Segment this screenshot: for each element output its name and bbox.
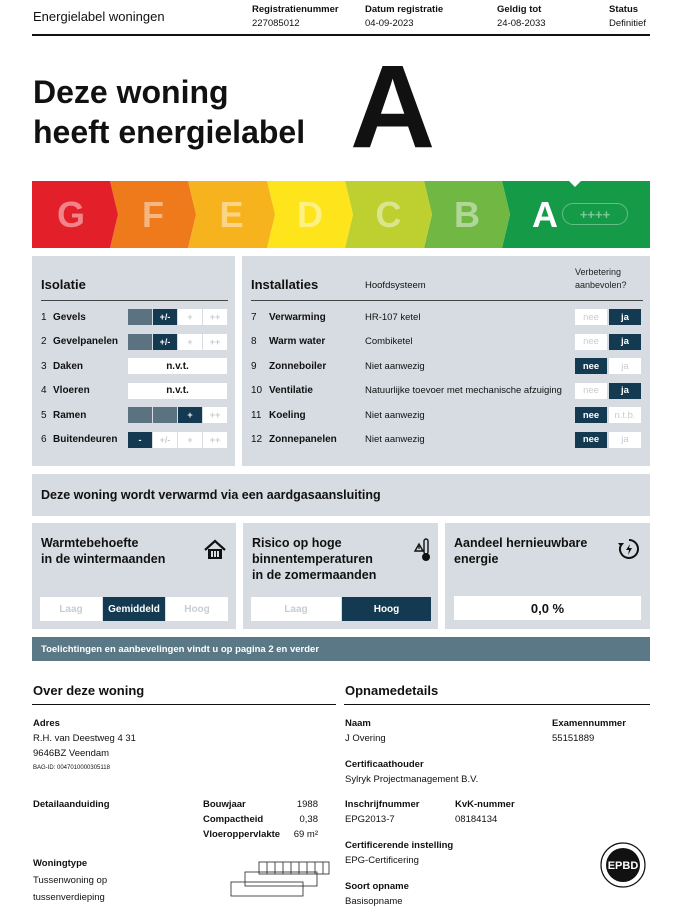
certificaathouder-label: Certificaathouder — [345, 759, 424, 770]
certificaathouder-value: Sylryk Projectmanagement B.V. — [345, 774, 479, 785]
verbetering-ja: ja — [609, 309, 641, 325]
registratienummer-value: 227085012 — [252, 18, 300, 29]
certificaathouder-block — [345, 757, 478, 787]
installaties-panel — [242, 256, 650, 466]
examennummer-value: 55151889 — [552, 733, 595, 744]
label-letter-c: C — [375, 193, 402, 235]
risico-title-line-1: Risico op hoge — [252, 536, 342, 550]
installatie-row — [251, 407, 581, 423]
verbetering-header-line-1: Verbetering — [575, 267, 622, 277]
certificerende-instelling-label: Certificerende instelling — [345, 840, 454, 851]
isolatie-rating-box: + — [178, 432, 202, 448]
risico-hoog: Hoog — [342, 597, 431, 621]
verbetering-toggle — [575, 358, 641, 374]
house-heat-icon — [203, 539, 227, 561]
isolatie-rating-box: + — [178, 334, 202, 350]
installatie-row-name: Warm water — [269, 336, 326, 347]
verbetering-toggle — [575, 432, 641, 448]
isolatie-rating-box: +/- — [153, 309, 177, 325]
bag-id: BAG-ID: 0047010000305118 — [33, 765, 110, 771]
installatie-row-number: 8 — [251, 336, 257, 347]
thermometer-warning-icon — [411, 537, 431, 563]
isolatie-rating — [128, 309, 227, 325]
kvk-value: 08184134 — [455, 814, 498, 825]
installaties-title: Installaties — [251, 277, 319, 292]
isolatie-rating — [128, 407, 227, 423]
isolatie-row-name: Buitendeuren — [53, 434, 118, 445]
hero-line-2: heeft energielabel — [33, 114, 306, 150]
registratienummer-label: Registratienummer — [252, 4, 339, 15]
isolatie-row-number: 1 — [41, 311, 47, 323]
isolatie-row-number: 2 — [41, 336, 47, 347]
installatie-row-number: 10 — [251, 385, 263, 396]
verbetering-header-line-2: aanbevolen? — [575, 280, 627, 290]
verbetering-toggle — [575, 407, 641, 423]
label-letter-f: F — [142, 193, 164, 235]
installatie-row — [251, 432, 581, 448]
installatie-row-name: Zonnepanelen — [269, 434, 337, 445]
risico-title-line-2: binnentemperaturen — [252, 552, 373, 566]
label-letter-g: G — [56, 193, 85, 235]
installaties-divider — [251, 300, 643, 301]
installatie-row — [251, 334, 581, 350]
installatie-row-name: Zonneboiler — [269, 360, 327, 372]
datum-registratie-label: Datum registratie — [365, 4, 444, 15]
isolatie-rating — [128, 432, 227, 448]
hernieuwbaar-title-line-1: Aandeel hernieuwbare — [454, 536, 588, 550]
warmtebehoefte-scale — [40, 597, 228, 621]
isolatie-rating-box: ++ — [203, 309, 227, 325]
isolatie-title: Isolatie — [41, 277, 86, 292]
compactheid-label: Compactheid — [203, 814, 264, 825]
isolatie-rating-box: ++ — [203, 407, 227, 423]
isolatie-rating — [128, 334, 227, 350]
epbd-logo-text: EPBD — [607, 860, 639, 872]
adres-line-1: R.H. van Deestweg 4 31 — [33, 733, 136, 744]
isolatie-rating-box: +/- — [153, 432, 177, 448]
installatie-row-number: 9 — [251, 360, 257, 372]
certificerende-instelling-value: EPG-Certificering — [345, 855, 419, 866]
isolatie-divider — [41, 300, 228, 301]
energielabel-scale — [32, 181, 650, 248]
naam-label: Naam — [345, 718, 371, 729]
header-divider — [32, 34, 650, 36]
installatie-row-system: Combiketel — [365, 336, 413, 347]
isolatie-row-number: 4 — [41, 385, 47, 396]
warmtebehoefte-title-line-1: Warmtebehoefte — [41, 536, 139, 550]
label-letter-a: A — [532, 193, 558, 235]
verbetering-toggle — [575, 383, 641, 399]
warmtebehoefte-panel — [32, 523, 236, 629]
isolatie-nvt: n.v.t. — [128, 358, 227, 374]
verbetering-ja: ja — [609, 334, 641, 350]
label-letter-b: B — [454, 193, 480, 235]
hernieuwbaar-title-line-2: energie — [454, 552, 499, 566]
installatie-row-system: Niet aanwezig — [365, 434, 425, 445]
isolatie-rating-box — [128, 309, 152, 325]
isolatie-panel — [32, 256, 235, 466]
isolatie-row-name: Ramen — [53, 409, 87, 421]
hero-line-1: Deze woning — [33, 74, 229, 110]
verbetering-nee: nee — [575, 383, 607, 399]
isolatie-rating-box — [128, 334, 152, 350]
installatie-row-name: Ventilatie — [269, 385, 313, 396]
current-label-marker — [567, 179, 583, 187]
isolatie-row-number: 3 — [41, 360, 47, 372]
isolatie-row-number: 5 — [41, 409, 47, 421]
toelichting-text: Toelichtingen en aanbevelingen vindt u op pagina 2 en verder — [41, 643, 320, 655]
verbetering-nee: nee — [575, 309, 607, 325]
status-label: Status — [609, 4, 639, 15]
verbetering-ja: ja — [609, 358, 641, 374]
verbetering-nee: nee — [575, 407, 607, 423]
woningtype-block — [33, 855, 107, 906]
verwarming-banner-text: Deze woning wordt verwarmd via een aardgasaansluiting — [41, 488, 381, 502]
woning-kenmerken — [203, 797, 318, 842]
verbetering-toggle — [575, 334, 641, 350]
verbetering-toggle — [575, 309, 641, 325]
naam-value: J Overing — [345, 733, 386, 744]
installatie-row — [251, 358, 581, 374]
label-letter-e: E — [219, 193, 244, 235]
installatie-row — [251, 383, 581, 399]
status — [609, 3, 646, 31]
soort-opname-block — [345, 879, 409, 909]
isolatie-rating-box: ++ — [203, 334, 227, 350]
geldig-tot-value: 24-08-2033 — [497, 18, 546, 29]
risico-scale — [251, 597, 431, 621]
isolatie-nvt: n.v.t. — [128, 383, 227, 399]
verbetering-ja: n.t.b. — [609, 407, 641, 423]
energielabel-letter: A — [350, 41, 436, 173]
isolatie-row-name: Vloeren — [53, 385, 90, 396]
renewable-energy-icon — [617, 537, 641, 561]
isolatie-rating-box: - — [128, 432, 152, 448]
over-woning-divider — [32, 704, 336, 705]
woningtype-line-2: tussenverdieping — [33, 892, 105, 903]
geldig-tot — [497, 3, 546, 31]
building-type-icon — [227, 858, 331, 900]
installatie-row-system: Natuurlijke toevoer met mechanische afzuiging — [365, 385, 562, 396]
installatie-row-system: Niet aanwezig — [365, 409, 425, 421]
installatie-row-number: 7 — [251, 311, 257, 323]
epbd-logo — [598, 840, 648, 890]
plus-label-pill: ++++ — [562, 203, 628, 225]
vloeroppervlakte-label: Vloeroppervlakte — [203, 829, 281, 840]
warmtebehoefte-title — [41, 535, 165, 567]
verbetering-header — [575, 266, 627, 292]
risico-laag: Laag — [251, 597, 341, 621]
opnamedetails-divider — [344, 704, 650, 705]
soort-opname-label: Soort opname — [345, 881, 409, 892]
woningtype-label: Woningtype — [33, 858, 88, 869]
isolatie-rating-box: + — [178, 407, 202, 423]
label-letter-d: D — [297, 193, 323, 235]
risico-panel — [243, 523, 438, 629]
document-title: Energielabel woningen — [33, 9, 165, 24]
certificerende-instelling-block — [345, 838, 453, 868]
bouwjaar-value: 1988 — [296, 799, 318, 810]
isolatie-rating — [128, 383, 227, 399]
installatie-row-name: Verwarming — [269, 311, 326, 323]
isolatie-rating — [128, 358, 227, 374]
status-value: Definitief — [609, 18, 646, 29]
verwarming-banner — [32, 474, 650, 516]
compactheid-value: 0,38 — [299, 814, 318, 825]
over-woning-title: Over deze woning — [33, 683, 145, 698]
isolatie-rating-box: ++ — [203, 432, 227, 448]
adres-label: Adres — [33, 718, 60, 729]
inschrijfnummer-value: EPG2013-7 — [345, 814, 395, 825]
hernieuwbaar-panel — [445, 523, 650, 629]
examennummer-label: Examennummer — [552, 718, 626, 729]
datum-registratie — [365, 3, 443, 31]
datum-registratie-value: 04-09-2023 — [365, 18, 414, 29]
hernieuwbaar-value: 0,0 % — [454, 596, 641, 620]
verbetering-ja: ja — [609, 383, 641, 399]
warmtebehoefte-hoog: Hoog — [166, 597, 228, 621]
adres-line-2: 9646BZ Veendam — [33, 748, 110, 759]
adres-block — [33, 716, 136, 776]
isolatie-row-name: Daken — [53, 360, 84, 372]
kvk-label: KvK-nummer — [455, 799, 515, 810]
warmtebehoefte-gemiddeld: Gemiddeld — [103, 597, 165, 621]
verbetering-nee: nee — [575, 358, 607, 374]
naam-block — [345, 716, 386, 746]
verbetering-nee: nee — [575, 334, 607, 350]
installatie-row-system: Niet aanwezig — [365, 360, 425, 372]
installatie-row — [251, 309, 581, 325]
woningtype-line-1: Tussenwoning op — [33, 875, 108, 886]
detailaanduiding-label: Detailaanduiding — [33, 799, 110, 810]
opnamedetails-title: Opnamedetails — [345, 683, 439, 698]
hoofdsysteem-header: Hoofdsysteem — [365, 280, 426, 291]
installatie-row-system: HR-107 ketel — [365, 311, 421, 323]
inschrijfnummer-block — [345, 797, 419, 827]
isolatie-rating-box — [153, 407, 177, 423]
isolatie-row-number: 6 — [41, 434, 47, 445]
isolatie-rating-box: +/- — [153, 334, 177, 350]
risico-title-line-3: in de zomermaanden — [252, 568, 377, 582]
inschrijfnummer-label: Inschrijfnummer — [345, 799, 420, 810]
isolatie-row-name: Gevels — [53, 311, 86, 323]
soort-opname-value: Basisopname — [345, 896, 403, 907]
isolatie-rating-box: + — [178, 309, 202, 325]
installatie-row-number: 12 — [251, 434, 263, 445]
geldig-tot-label: Geldig tot — [497, 4, 542, 15]
installatie-row-name: Koeling — [269, 409, 306, 421]
risico-title — [252, 535, 376, 583]
verbetering-nee: nee — [575, 432, 607, 448]
warmtebehoefte-title-line-2: in de wintermaanden — [41, 552, 166, 566]
kvk-block — [455, 797, 515, 827]
hernieuwbaar-title — [454, 535, 587, 567]
isolatie-row-name: Gevelpanelen — [53, 336, 119, 347]
vloeroppervlakte-value: 69 m² — [293, 829, 318, 840]
hero-heading — [33, 72, 353, 152]
isolatie-rating-box — [128, 407, 152, 423]
bouwjaar-label: Bouwjaar — [203, 799, 246, 810]
installatie-row-number: 11 — [251, 409, 262, 421]
toelichting-bar — [32, 637, 650, 661]
examennummer-block — [552, 716, 626, 746]
warmtebehoefte-laag: Laag — [40, 597, 102, 621]
registratienummer — [252, 3, 339, 31]
verbetering-ja: ja — [609, 432, 641, 448]
